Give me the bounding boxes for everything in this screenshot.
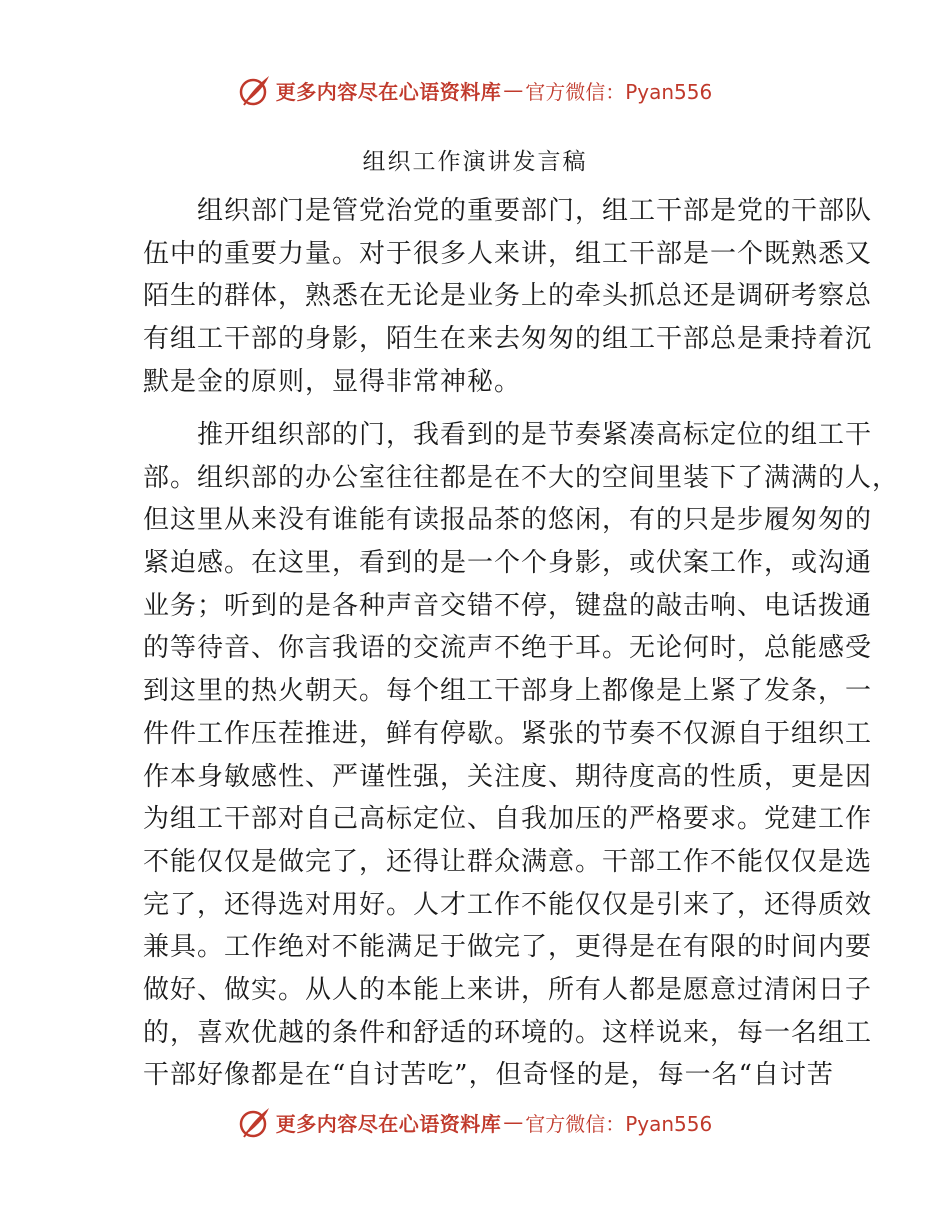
paragraph-2 <box>143 414 900 1097</box>
quill-logo-icon <box>238 73 272 107</box>
paragraph-line: 完了，还得选对用好。人才工作不能仅仅是引来了，还得质效 <box>143 889 873 920</box>
banner-text: 更多内容尽在心语资料库 <box>275 1111 502 1136</box>
paragraph-line: 的等待音、你言我语的交流声不绝于耳。无论何时，总能感受 <box>143 633 873 664</box>
header-banner <box>0 70 950 110</box>
banner-text: 更多内容尽在心语资料库 <box>275 79 502 104</box>
paragraph-line: 到这里的热火朝天。每个组工干部身上都像是上紧了发条，一 <box>143 676 873 707</box>
banner-wechat: 官方微信：Pyan556 <box>525 79 713 104</box>
banner-dash: — <box>503 78 524 102</box>
banner-dash: — <box>503 1110 524 1134</box>
paragraph-line: 伍中的重要力量。对于很多人来讲，组工干部是一个既熟悉又 <box>143 238 873 269</box>
document-title: 组织工作演讲发言稿 <box>362 149 588 175</box>
paragraph-line: 作本身敏感性、严谨性强，关注度、期待度高的性质，更是因 <box>143 761 873 792</box>
banner-wechat: 官方微信：Pyan556 <box>525 1111 713 1136</box>
paragraph-line: 做好、做实。从人的本能上来讲，所有人都是愿意过清闲日子 <box>143 974 873 1005</box>
paragraph-line: 紧迫感。在这里，看到的是一个个身影，或伏案工作，或沟通 <box>143 548 873 579</box>
paragraph-line: 默是金的原则，显得非常神秘。 <box>143 366 522 397</box>
paragraph-line: 件件工作压茬推进，鲜有停歇。紧张的节奏不仅源自于组织工 <box>143 718 873 749</box>
paragraph-1 <box>143 190 873 403</box>
paragraph-line: 干部好像都是在“自讨苦吃”，但奇怪的是，每一名“自讨苦 <box>143 1060 834 1091</box>
paragraph-line: 部。组织部的办公室往往都是在不大的空间里装下了满满的人， <box>143 462 900 493</box>
paragraph-line: 兼具。工作绝对不能满足于做完了，更得是在有限的时间内要 <box>143 932 873 963</box>
paragraph-line: 有组工干部的身影，陌生在来去匆匆的组工干部总是秉持着沉 <box>143 324 873 355</box>
paragraph-line: 业务；听到的是各种声音交错不停，键盘的敲击响、电话拨通 <box>143 590 873 621</box>
paragraph-line: 的，喜欢优越的条件和舒适的环境的。这样说来，每一名组工 <box>143 1017 873 1048</box>
paragraph-line: 但这里从来没有谁能有读报品茶的悠闲，有的只是步履匆匆的 <box>143 505 873 536</box>
paragraph-line: 推开组织部的门，我看到的是节奏紧凑高标定位的组工干 <box>143 420 873 450</box>
footer-banner <box>0 1102 950 1142</box>
paragraph-line: 组织部门是管党治党的重要部门，组工干部是党的干部队 <box>143 196 873 226</box>
paragraph-line: 不能仅仅是做完了，还得让群众满意。干部工作不能仅仅是选 <box>143 846 873 877</box>
paragraph-line: 陌生的群体，熟悉在无论是业务上的牵头抓总还是调研考察总 <box>143 281 873 312</box>
quill-logo-icon <box>238 1105 272 1139</box>
paragraph-line: 为组工干部对自己高标定位、自我加压的严格要求。党建工作 <box>143 804 873 835</box>
